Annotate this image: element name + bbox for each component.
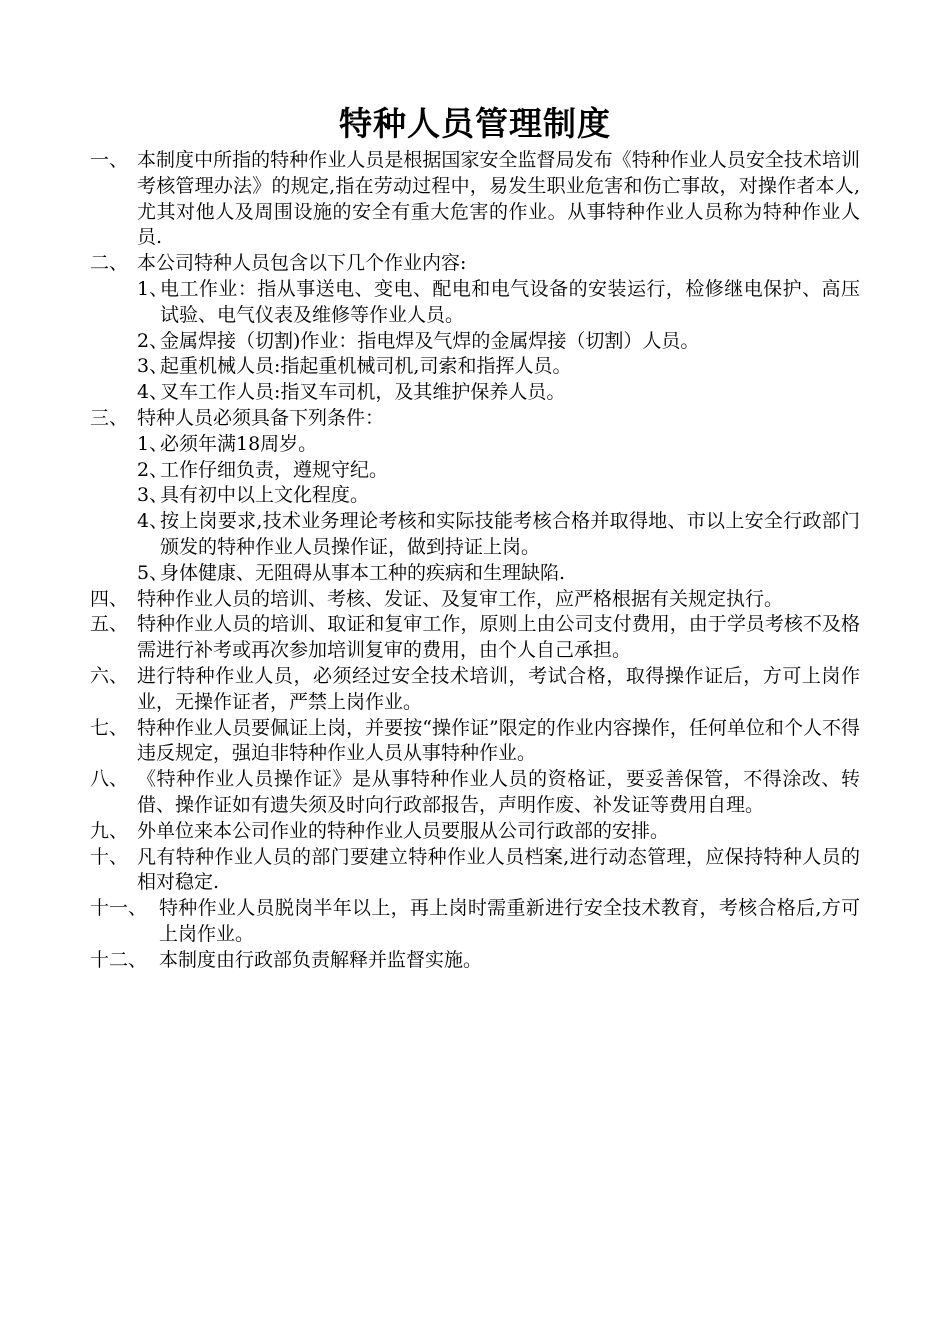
clause-text: 特种人员必须具备下列条件：	[137, 406, 385, 429]
clause-6	[90, 664, 860, 716]
clause-text: 进行特种作业人员，必须经过安全技术培训，考试合格，取得操作证后，方可上岗作业，无操作证者，严禁上岗作业。	[137, 664, 860, 713]
sub-clause-text: 工作仔细负责，遵规守纪。	[160, 458, 389, 481]
sub-clause-number: 4、	[137, 510, 169, 533]
clause-text: 本制度中所指的特种作业人员是根据国家安全监督局发布《特种作业人员安全技术培训考核管理办法》的规定,指在劳动过程中，易发生职业危害和伤亡事故，对操作者本人,尤其对他人及周围设施的安全有重大危害的作业。从事特种作业人员称为特种作业人员.	[137, 149, 860, 249]
clause-10	[90, 845, 860, 897]
sub-clause-number: 4、	[137, 381, 169, 404]
clause-number: 十二、	[90, 948, 148, 971]
sub-clause-3-1	[90, 432, 860, 458]
clause-8	[90, 767, 860, 819]
sub-clause-3-2	[90, 458, 860, 484]
clause-1	[90, 148, 860, 251]
clause-number: 二、	[90, 252, 129, 275]
sub-clause-text: 叉车工作人员:指叉车司机，及其维护保养人员。	[160, 381, 566, 404]
clause-number: 七、	[90, 716, 129, 739]
clause-number: 五、	[90, 613, 129, 636]
sub-clause-number: 1、	[137, 432, 169, 455]
sub-clause-number: 1、	[137, 277, 169, 300]
clause-4	[90, 587, 860, 613]
clause-text: 特种作业人员脱岗半年以上，再上岗时需重新进行安全技术教育，考核合格后,方可上岗作业。	[159, 897, 860, 945]
clause-number: 一、	[90, 149, 129, 171]
clause-11	[90, 896, 860, 948]
clause-number: 三、	[90, 406, 129, 429]
clause-text: 特种作业人员要佩证上岗，并要按“操作证”限定的作业内容操作，任何单位和个人不得违反规定，强迫非特种作业人员从事特种作业。	[137, 716, 860, 765]
sub-clause-text: 必须年满18周岁。	[160, 432, 318, 455]
clause-text: 外单位来本公司作业的特种作业人员要服从公司行政部的安排。	[137, 819, 670, 842]
clause-text: 《特种作业人员操作证》是从事特种作业人员的资格证，要妥善保管，不得涂改、转借、操作证如有遗失须及时向行政部报告，声明作废、补发证等费用自理。	[137, 768, 860, 816]
document-body	[90, 148, 860, 974]
clause-5	[90, 612, 860, 664]
sub-clause-number: 3、	[137, 355, 169, 378]
clause-text: 凡有特种作业人员的部门要建立特种作业人员档案,进行动态管理，应保持特种人员的相对稳定.	[137, 845, 860, 894]
sub-clause-text: 起重机械人员:指起重机械司机,司索和指挥人员。	[160, 355, 572, 378]
sub-clause-2-4	[90, 380, 860, 406]
sub-clause-text: 按上岗要求,技术业务理论考核和实际技能考核合格并取得地、市以上安全行政部门颁发的特种作业人员操作证，做到持证上岗。	[160, 510, 860, 558]
sub-clause-3-3	[90, 483, 860, 509]
clause-text: 特种作业人员的培训、取证和复审工作，原则上由公司支付费用，由于学员考核不及格需进行补考或再次参加培训复审的费用，由个人自己承担。	[137, 613, 860, 662]
sub-clause-2-2	[90, 329, 860, 355]
sub-clause-2-1	[90, 277, 860, 329]
sub-clause-text: 身体健康、无阻碍从事本工种的疾病和生理缺陷.	[160, 561, 566, 584]
sub-clause-number: 2、	[137, 458, 169, 481]
clause-2	[90, 251, 860, 277]
sub-clause-number: 5、	[137, 561, 169, 584]
sub-clause-text: 金属焊接（切割)作业：指电焊及气焊的金属焊接（切割）人员。	[160, 329, 700, 352]
clause-number: 九、	[90, 819, 129, 842]
clause-number: 八、	[90, 768, 129, 791]
clause-number: 四、	[90, 587, 129, 610]
document-title: 特种人员管理制度	[339, 104, 611, 143]
sub-clause-number: 3、	[137, 484, 169, 507]
sub-clause-text: 具有初中以上文化程度。	[160, 484, 370, 507]
clause-text: 本制度由行政部负责解释并监督实施。	[159, 948, 483, 971]
clause-text: 特种作业人员的培训、考核、发证、及复审工作，应严格根据有关规定执行。	[137, 587, 784, 610]
clause-7	[90, 716, 860, 768]
clause-number: 十一、	[90, 897, 148, 920]
sub-clause-3-5	[90, 561, 860, 587]
sub-clause-2-3	[90, 354, 860, 380]
clause-12	[90, 948, 860, 974]
sub-clause-text: 电工作业：指从事送电、变电、配电和电气设备的安装运行，检修继电保护、高压试验、电气仪表及维修等作业人员。	[160, 277, 860, 326]
clause-3	[90, 406, 860, 432]
clause-9	[90, 819, 860, 845]
sub-clause-3-4	[90, 509, 860, 561]
sub-clause-number: 2、	[137, 329, 169, 352]
clause-number: 十、	[90, 845, 129, 868]
clause-number: 六、	[90, 664, 129, 687]
clause-text: 本公司特种人员包含以下几个作业内容:	[137, 252, 467, 275]
